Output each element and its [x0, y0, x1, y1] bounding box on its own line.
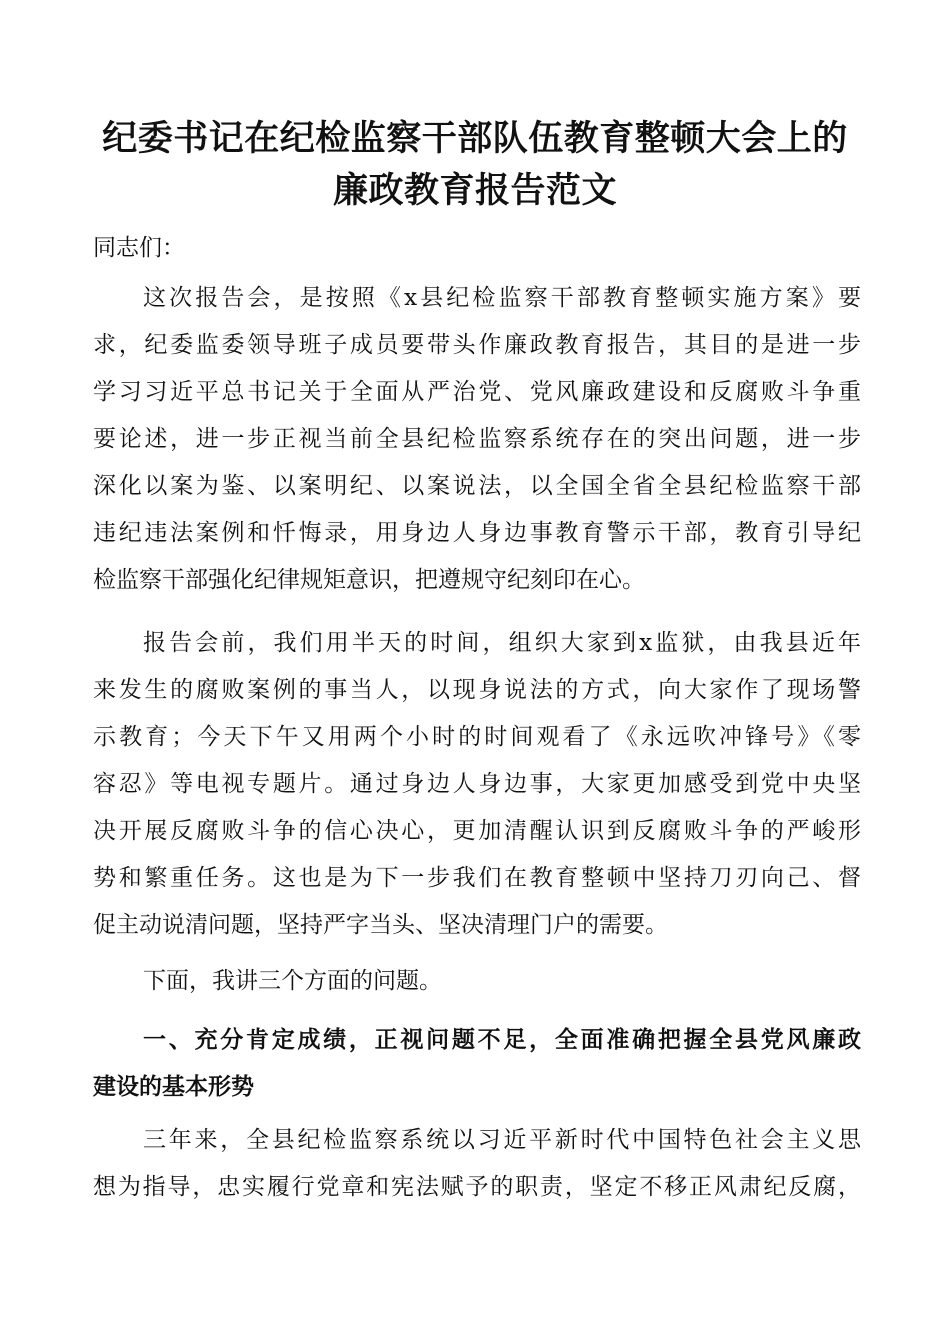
- paragraph-line: 决开展反腐败斗争的信心决心，更加清醒认识到反腐败斗争的严峻形: [93, 818, 861, 844]
- paragraph-line: 学习习近平总书记关于全面从严治党、党风廉政建设和反腐败斗争重: [93, 379, 861, 405]
- paragraph-line: 势和繁重任务。这也是为下一步我们在教育整顿中坚持刀刃向己、督: [93, 865, 861, 891]
- paragraph-line: 下面，我讲三个方面的问题。: [143, 968, 442, 994]
- paragraph-line: 要论述，进一步正视当前全县纪检监察系统存在的突出问题，进一步: [93, 426, 861, 452]
- paragraph-line: 三年来，全县纪检监察系统以习近平新时代中国特色社会主义思: [143, 1127, 861, 1153]
- greeting: 同志们：: [93, 235, 185, 261]
- paragraph-line: 这次报告会，是按照《x县纪检监察干部教育整顿实施方案》要: [143, 285, 861, 311]
- paragraph-line: 报告会前，我们用半天的时间，组织大家到x监狱，由我县近年: [143, 630, 861, 656]
- paragraph-line: 违纪违法案例和忏悔录，用身边人身边事教育警示干部，教育引导纪: [93, 520, 861, 546]
- section-heading: 建设的基本形势: [93, 1074, 254, 1100]
- paragraph-line: 深化以案为鉴、以案明纪、以案说法，以全国全省全县纪检监察干部: [93, 473, 861, 499]
- paragraph-line: 检监察干部强化纪律规矩意识，把遵规守纪刻印在心。: [93, 567, 645, 593]
- paragraph-line: 示教育；今天下午又用两个小时的时间观看了《永远吹冲锋号》《零: [93, 724, 861, 750]
- paragraph-line: 容忍》等电视专题片。通过身边人身边事，大家更加感受到党中央坚: [93, 771, 861, 797]
- document-title-line-2: 廉政教育报告范文: [332, 171, 617, 211]
- section-heading: 一、充分肯定成绩，正视问题不足，全面准确把握全县党风廉政: [143, 1027, 861, 1053]
- document-title-line-1: 纪委书记在纪检监察干部队伍教育整顿大会上的: [102, 119, 848, 159]
- paragraph-line: 求，纪委监委领导班子成员要带头作廉政教育报告，其目的是进一步: [93, 332, 861, 358]
- paragraph-line: 促主动说清问题，坚持严字当头、坚决清理门户的需要。: [93, 912, 668, 938]
- paragraph-line: 想为指导，忠实履行党章和宪法赋予的职责，坚定不移正风肃纪反腐，: [93, 1174, 861, 1200]
- paragraph-line: 来发生的腐败案例的事当人，以现身说法的方式，向大家作了现场警: [93, 677, 861, 703]
